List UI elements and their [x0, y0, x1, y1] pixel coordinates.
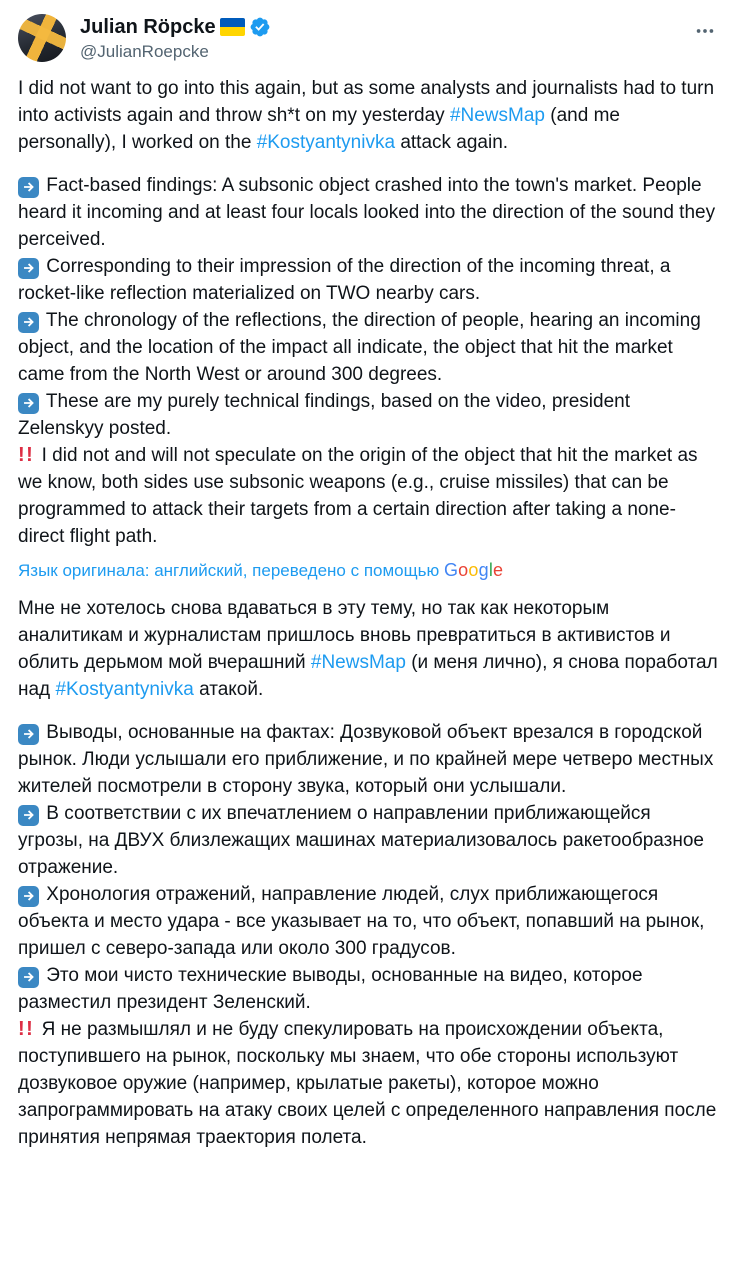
ukraine-flag-emoji [220, 18, 245, 36]
text-run: Я не размышлял и не буду спекулировать на происхождении объекта, поступившего на рынок, поскольку мы знаем, что обе стороны используют дозвуковое оружие (например, крылатые ракеты), которое можно запрограммировать на атаку своих целей с определенного направления после принятия непрямая траектория полета. [18, 1019, 717, 1148]
google-logo-letter: G [443, 560, 459, 580]
translation-note[interactable] [18, 559, 718, 582]
text-run: Мне не хотелось снова вдаваться в эту тему, но так как некоторым аналитикам и журналистам пришлось вновь превратиться в активистов и облить дерьмом мой вчерашний [18, 598, 671, 673]
arrow-right-emoji [18, 258, 39, 279]
tweet-text-original [18, 75, 718, 550]
text-run: I did not want to go into this again, but as some analysts and journalists had to turn into activists again and throw sh*t on my yesterday [18, 78, 715, 126]
hashtag-link[interactable]: #Kostyantynivka [55, 679, 194, 700]
arrow-right-emoji [18, 177, 39, 198]
google-logo [444, 560, 503, 580]
google-logo-letter: o [458, 560, 469, 580]
tweet-text-translated [18, 595, 718, 1151]
translation-note-label: Язык оригинала: английский, переведено с помощью [18, 561, 444, 580]
tweet-header [18, 14, 718, 62]
hashtag-link[interactable]: #NewsMap [310, 652, 406, 673]
text-run: Corresponding to their impression of the direction of the incoming threat, a rocket-like reflection materialized on TWO nearby cars. [18, 256, 671, 304]
text-run: Выводы, основанные на фактах: Дозвуковой объект врезался в городской рынок. Люди услышали его приближение, и по крайней мере четверо местных жителей посмотрели в сторону звука, который они услышали. [18, 722, 714, 797]
google-logo-letter: o [468, 560, 479, 580]
text-run: Fact-based findings: A subsonic object crashed into the town's market. People heard it incoming and at least four locals looked into the direction of the sound they perceived. [18, 175, 716, 250]
google-logo-letter: g [478, 560, 489, 580]
double-exclamation-emoji: !! [18, 1018, 35, 1040]
hashtag-link[interactable]: #NewsMap [449, 105, 545, 126]
arrow-right-emoji [18, 967, 39, 988]
text-run: The chronology of the reflections, the direction of people, hearing an incoming object, and the location of the impact all indicate, the object that hit the market came from the North West or around 300 degrees. [18, 310, 701, 385]
text-run: Хронология отражений, направление людей, слух приближающегося объекта и место удара - все указывает на то, что объект, попавший на рынок, пришел с северо-запада или около 300 градусов. [18, 884, 705, 959]
google-logo-letter: e [493, 560, 504, 580]
more-button[interactable] [692, 14, 718, 53]
text-run: (и меня лично), я снова поработал над [18, 652, 718, 700]
text-run: Это мои чисто технические выводы, основанные на видео, которое разместил президент Зеленский. [18, 965, 643, 1013]
user-id-block [80, 14, 271, 62]
text-run: These are my purely technical findings, based on the video, president Zelenskyy posted. [18, 391, 630, 439]
verified-badge-icon [249, 16, 271, 38]
hashtag-link[interactable]: #Kostyantynivka [256, 132, 396, 153]
avatar[interactable] [18, 14, 66, 62]
text-run: (and me personally), I worked on the [18, 105, 620, 153]
display-name[interactable]: Julian Röpcke [80, 16, 216, 38]
text-run: attack again. [395, 132, 509, 153]
arrow-right-emoji [18, 805, 39, 826]
google-logo-letter: l [488, 560, 494, 580]
arrow-right-emoji [18, 886, 39, 907]
text-run: атакой. [193, 679, 264, 700]
text-run: В соответствии с их впечатлением о направлении приближающейся угрозы, на ДВУХ близлежащих машинах материализовалось ракетообразное отражение. [18, 803, 704, 878]
arrow-right-emoji [18, 393, 39, 414]
name-row [80, 15, 271, 39]
user-handle[interactable]: @JulianRoepcke [80, 42, 209, 61]
arrow-right-emoji [18, 312, 39, 333]
arrow-right-emoji [18, 724, 39, 745]
text-run: I did not and will not speculate on the origin of the object that hit the market as we know, both sides use subsonic weapons (e.g., cruise missiles) that can be programmed to attack their targets from a certain direction after taking a none-direct flight path. [18, 445, 698, 547]
double-exclamation-emoji: !! [18, 444, 35, 466]
